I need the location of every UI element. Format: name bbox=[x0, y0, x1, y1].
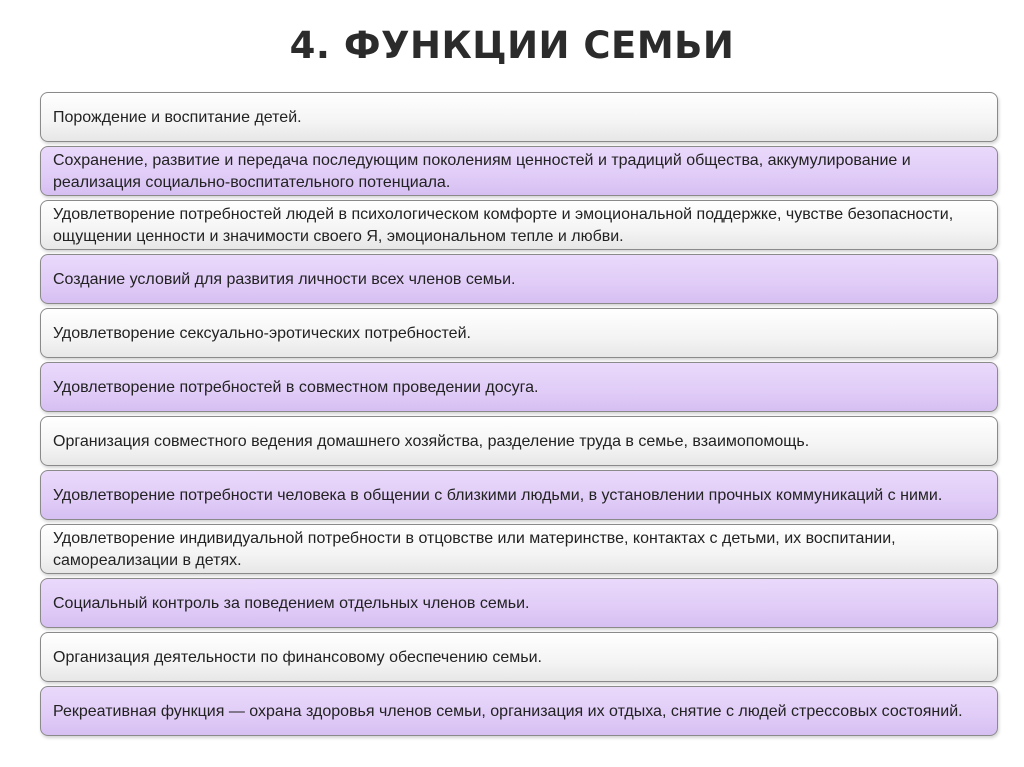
function-item-7 bbox=[40, 416, 998, 466]
function-item-9 bbox=[40, 524, 998, 574]
function-item-6 bbox=[40, 362, 998, 412]
function-item-text: Рекреативная функция — охрана здоровья членов семьи, организация их отдыха, снятие с людей стрессовых состояний. bbox=[53, 703, 963, 720]
function-item-text: Удовлетворение сексуально-эротических потребностей. bbox=[53, 325, 471, 342]
function-item-text: Организация деятельности по финансовому обеспечению семьи. bbox=[53, 649, 542, 666]
function-item-8 bbox=[40, 470, 998, 520]
function-item-4 bbox=[40, 254, 998, 304]
function-item-text: Удовлетворение индивидуальной потребности в отцовстве или материнстве, контактах с детьми, их воспитании, самореализации в детях. bbox=[53, 530, 896, 569]
function-item-2 bbox=[40, 146, 998, 196]
function-item-5 bbox=[40, 308, 998, 358]
functions-list bbox=[40, 92, 998, 740]
function-item-text: Удовлетворение потребностей людей в психологическом комфорте и эмоциональной поддержке, чувстве безопасности, ощущении ценности и значимости своего Я, эмоциональном тепле и любви. bbox=[53, 206, 954, 245]
function-item-1 bbox=[40, 92, 998, 142]
function-item-12 bbox=[40, 686, 998, 736]
function-item-3 bbox=[40, 200, 998, 250]
function-item-text: Создание условий для развития личности всех членов семьи. bbox=[53, 271, 516, 288]
function-item-text: Удовлетворение потребности человека в общении с близкими людьми, в установлении прочных коммуникаций с ними. bbox=[53, 487, 943, 504]
function-item-11 bbox=[40, 632, 998, 682]
slide-title: 4. ФУНКЦИИ СЕМЬИ bbox=[289, 24, 735, 67]
function-item-10 bbox=[40, 578, 998, 628]
function-item-text: Социальный контроль за поведением отдельных членов семьи. bbox=[53, 595, 530, 612]
function-item-text: Организация совместного ведения домашнего хозяйства, разделение труда в семье, взаимопомощь. bbox=[53, 433, 810, 450]
function-item-text: Удовлетворение потребностей в совместном проведении досуга. bbox=[53, 379, 539, 396]
function-item-text: Сохранение, развитие и передача последующим поколениям ценностей и традиций общества, аккумулирование и реализация социально-воспитательного потенциала. bbox=[53, 152, 911, 191]
function-item-text: Порождение и воспитание детей. bbox=[53, 109, 302, 126]
